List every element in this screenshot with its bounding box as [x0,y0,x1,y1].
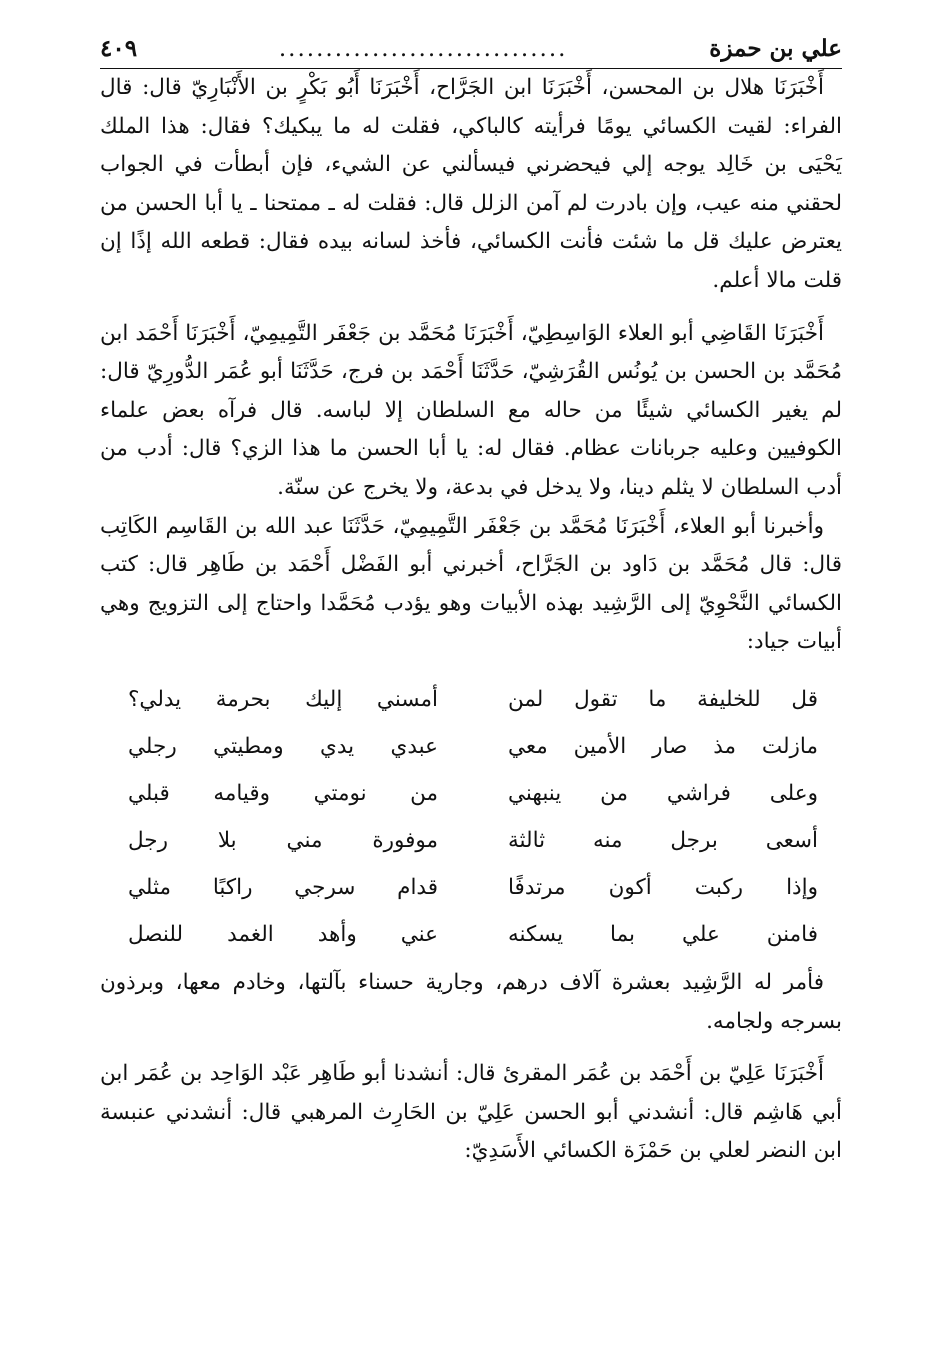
paragraph-text: أَخْبَرَنَا هلال بن المحسن، أَخْبَرَنَا ابن الجَرَّاح، أَخْبَرَنَا أَبُو بَكْرٍ بن الأَنْبَارِيّ قال: قال الفراء: لقيت الكسائي يومًا فرأيته كالباكي، فقلت له ما يبكيك؟ فقال: هذا الملك يَحْيَى بن خَالِد يوجه إلي فيحضرني فيسألني عن الشيء، فإن أبطأت في الجواب لحقني منه عيب، وإن بادرت لم آمن الزلل قال: فقلت له ـ ممتحنا ـ يا أبا الحسن من يعترض عليك قل ما شئت فأنت الكسائي، فأخذ لسانه بيده فقال: قطعه الله إذًا إن قلت مالا أعلم. [100,75,842,293]
page-header [100,30,842,69]
poem-first-hemistich: فامنن علي بما يسكنه [508,921,818,947]
poem-first-hemistich: أسعى برجل منه ثالثة [508,827,818,853]
paragraph-gap [100,1041,842,1055]
paragraph-kisai-dress [100,315,842,508]
poem-verse [100,864,842,911]
poem-first-hemistich: مازلت مذ صار الأمين معي [508,733,818,759]
book-page [100,30,842,1171]
paragraph-text: أَخْبَرَنَا عَلِيّ بن أَحْمَد بن عُمَر المقرئ قال: أنشدنا أبو طَاهِر عَبْد الوَاحِد بن عُمَر ابن أبي هَاشِم قال: أنشدني أبو الحسن عَلِيّ بن الحَارِث المرهبي قال: أنشدني عنبسة ابن النضر لعلي بن حَمْزَة الكسائي الأَسَدِيّ: [100,1061,842,1164]
poem-second-hemistich: عبدي يدي ومطيتي رجلي [128,733,438,759]
running-title: علي بن حمزة [709,35,842,62]
paragraph-gap [100,301,842,315]
poem-first-hemistich: وإذا ركبت أكون مرتدفًا [508,874,818,900]
poem-verse [100,676,842,723]
poem-second-hemistich: قدام سرجي راكبًا مثلي [128,874,438,900]
paragraph-text: وأخبرنا أبو العلاء، أَخْبَرَنَا مُحَمَّد بن جَعْفَر التَّمِيمِيّ، حَدَّثَنَا عبد الله بن القَاسِم الكَاتِب قال: قال مُحَمَّد بن دَاود بن الجَرَّاح، أخبرني أبو الفَضْل أَحْمَد بن طَاهِر قال: كتب الكسائي النَّحْوِيّ إلى الرَّشِيد بهذه الأبيات وهو يؤدب مُحَمَّدا واحتاج إلى التزويج وهي أبيات جياد: [100,513,842,655]
poem-second-hemistich: عني وأهد الغمد للنصل [128,921,438,947]
leader-dots: ............................... [278,36,568,62]
paragraph-rashid-reward [100,964,842,1041]
poem-second-hemistich: موفورة مني بلا رجل [128,827,438,853]
page-number: ٤٠٩ [100,35,138,62]
poem-first-hemistich: قل للخليفة ما تقول لمن [508,686,818,712]
poem [100,676,842,958]
paragraph-text: فأمر له الرَّشِيد بعشرة آلاف درهم، وجارية حسناء بآلتها، وخادم معها، وبرذون بسرجه ولجامه. [100,969,842,1034]
poem-first-hemistich: وعلى فراشي من ينبهني [508,780,818,806]
paragraph-kisai-letter [100,508,842,662]
paragraph-farra-kisai [100,69,842,301]
poem-verse [100,723,842,770]
poem-verse [100,770,842,817]
poem-verse [100,911,842,958]
paragraph-poem-chain [100,1055,842,1171]
poem-verse [100,817,842,864]
poem-second-hemistich: أمسني إليك بحرمة يدلي؟ [128,686,438,712]
poem-second-hemistich: من نومتي وقيامه قبلي [128,780,438,806]
paragraph-text: أَخْبَرَنَا القَاضِي أبو العلاء الوَاسِطِيّ، أَخْبَرَنَا مُحَمَّد بن جَعْفَر التَّمِيمِيّ، أَخْبَرَنَا أَحْمَد ابن مُحَمَّد بن الحسن بن يُونُس القُرَشِيّ، حَدَّثَنَا أَحْمَد بن فرج، حَدَّثَنَا أبو عُمَر الدُّورِيّ قال: لم يغير الكسائي شيئًا من حاله مع السلطان إلا لباسه. قال فرآه بعض علماء الكوفيين وعليه جربانات عظام. فقال له: يا أبا الحسن ما هذا الزي؟ قال: أدب من أدب السلطان لا يثلم دينا، ولا يدخل في بدعة، ولا يخرج عن سنّة. [100,320,842,500]
